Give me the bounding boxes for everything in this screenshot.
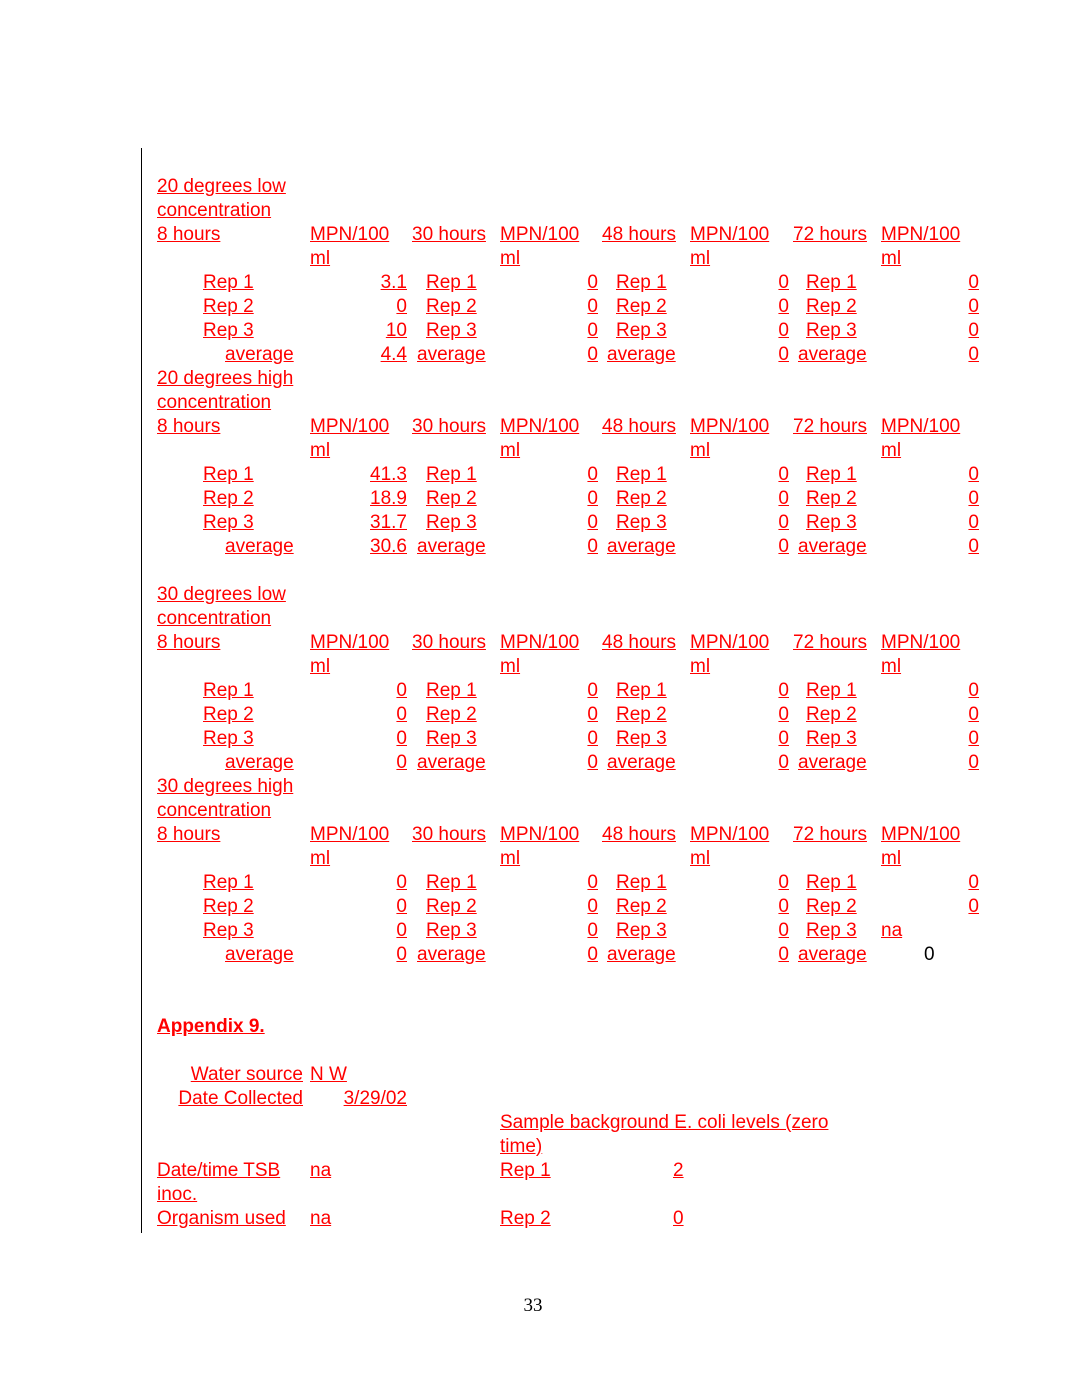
average-label: average — [417, 344, 486, 365]
rep-label: Rep 1 — [426, 464, 477, 485]
rep-label: Rep 2 — [426, 296, 477, 317]
unit-header: MPN/100 — [310, 416, 390, 437]
tsb-label: Date/time TSB — [157, 1160, 281, 1181]
time-header: 72 hours — [793, 224, 867, 245]
mpn-value: 0 — [396, 728, 407, 749]
time-header: 72 hours — [793, 632, 867, 653]
rep-label: Rep 2 — [426, 704, 477, 725]
mpn-value: 0 — [778, 872, 789, 893]
rep-label: Rep 2 — [203, 296, 254, 317]
mpn-value: 0 — [587, 488, 598, 509]
rep-label: Rep 1 — [203, 680, 254, 701]
mpn-value: 0 — [587, 512, 598, 533]
rep-label: Rep 1 — [616, 680, 667, 701]
rep-label: Rep 1 — [426, 680, 477, 701]
mpn-value: 0 — [968, 872, 979, 893]
average-label: average — [798, 536, 867, 557]
unit-header: MPN/100 — [690, 224, 770, 245]
mpn-value: 41.3 — [370, 464, 407, 485]
section-title-line: concentration — [157, 608, 272, 629]
rep-label: Rep 3 — [616, 512, 667, 533]
unit-header: MPN/100 — [500, 632, 580, 653]
rep-label: Rep 3 — [203, 320, 254, 341]
mpn-value: 31.7 — [370, 512, 407, 533]
background-rep-value: 0 — [673, 1208, 684, 1229]
average-label: average — [417, 752, 486, 773]
unit-header: ml — [500, 848, 521, 869]
unit-header: MPN/100 — [310, 224, 390, 245]
average-value: 0 — [968, 752, 979, 773]
background-heading: Sample background E. coli levels (zero — [500, 1112, 829, 1133]
tsb-label: inoc. — [157, 1184, 198, 1205]
rep-label: Rep 2 — [806, 488, 857, 509]
unit-header: ml — [500, 656, 521, 677]
average-value: 0 — [396, 752, 407, 773]
unit-header: MPN/100 — [690, 416, 770, 437]
mpn-value: 0 — [778, 896, 789, 917]
rep-label: Rep 3 — [806, 320, 857, 341]
unit-header: ml — [500, 440, 521, 461]
mpn-value: 0 — [778, 488, 789, 509]
mpn-value: 0 — [968, 704, 979, 725]
mpn-value: 0 — [778, 272, 789, 293]
page-number: 33 — [523, 1295, 543, 1316]
time-header: 30 hours — [412, 224, 486, 245]
time-header: 72 hours — [793, 824, 867, 845]
mpn-value: 10 — [385, 320, 407, 341]
unit-header: ml — [881, 848, 902, 869]
section-title-line: 30 degrees high — [157, 776, 294, 797]
unit-header: ml — [690, 248, 711, 269]
rep-label: Rep 3 — [426, 728, 477, 749]
rep-label: Rep 1 — [426, 872, 477, 893]
mpn-value: 0 — [587, 728, 598, 749]
section-title-line: concentration — [157, 200, 272, 221]
mpn-value: 0 — [968, 488, 979, 509]
average-value: 0 — [924, 944, 935, 965]
unit-header: MPN/100 — [881, 632, 961, 653]
mpn-value: 0 — [968, 680, 979, 701]
mpn-value: 0 — [968, 896, 979, 917]
mpn-value: 0 — [587, 464, 598, 485]
time-header: 8 hours — [157, 416, 221, 437]
rep-label: Rep 1 — [616, 464, 667, 485]
date-collected-value: 3/29/02 — [343, 1088, 407, 1109]
rep-label: Rep 1 — [806, 464, 857, 485]
rep-label: Rep 2 — [806, 296, 857, 317]
unit-header: ml — [310, 848, 331, 869]
mpn-value: 0 — [396, 296, 407, 317]
rep-label: Rep 1 — [616, 272, 667, 293]
average-value: 0 — [778, 752, 789, 773]
average-label: average — [607, 536, 676, 557]
rep-label: Rep 3 — [426, 920, 477, 941]
average-value: 0 — [396, 944, 407, 965]
background-rep-value: 2 — [673, 1160, 684, 1181]
mpn-value: 0 — [968, 320, 979, 341]
unit-header: ml — [690, 440, 711, 461]
unit-header: ml — [310, 440, 331, 461]
water-source-value: N W — [310, 1064, 347, 1085]
unit-header: MPN/100 — [881, 416, 961, 437]
section-title-line: concentration — [157, 392, 272, 413]
mpn-value: 0 — [587, 872, 598, 893]
unit-header: ml — [310, 248, 331, 269]
unit-header: MPN/100 — [500, 416, 580, 437]
section-title-line: concentration — [157, 800, 272, 821]
mpn-value: 0 — [587, 320, 598, 341]
unit-header: MPN/100 — [690, 824, 770, 845]
time-header: 48 hours — [602, 224, 676, 245]
unit-header: MPN/100 — [310, 824, 390, 845]
average-label: average — [798, 344, 867, 365]
water-source-label: Water source — [190, 1064, 303, 1085]
average-label: average — [225, 944, 294, 965]
section-title-line: 20 degrees low — [157, 176, 286, 197]
mpn-value: 0 — [778, 296, 789, 317]
rep-label: Rep 1 — [806, 680, 857, 701]
average-value: 0 — [587, 536, 598, 557]
mpn-value: 0 — [778, 320, 789, 341]
rep-label: Rep 2 — [426, 896, 477, 917]
mpn-value: 0 — [968, 272, 979, 293]
rep-label: Rep 3 — [806, 920, 857, 941]
background-rep-label: Rep 1 — [500, 1160, 551, 1181]
mpn-value: 0 — [587, 920, 598, 941]
average-value: 0 — [587, 944, 598, 965]
average-value: 30.6 — [370, 536, 407, 557]
average-label: average — [417, 944, 486, 965]
mpn-value: 0 — [396, 920, 407, 941]
mpn-value: 0 — [396, 872, 407, 893]
rep-label: Rep 3 — [806, 512, 857, 533]
average-label: average — [607, 944, 676, 965]
average-label: average — [607, 344, 676, 365]
average-label: average — [798, 944, 867, 965]
rep-label: Rep 3 — [203, 728, 254, 749]
mpn-value: 0 — [968, 728, 979, 749]
average-value: 0 — [587, 752, 598, 773]
unit-header: ml — [500, 248, 521, 269]
mpn-value: 0 — [778, 920, 789, 941]
rep-label: Rep 1 — [806, 872, 857, 893]
mpn-value: 0 — [778, 704, 789, 725]
unit-header: MPN/100 — [690, 632, 770, 653]
mpn-value: 0 — [587, 272, 598, 293]
background-rep-label: Rep 2 — [500, 1208, 551, 1229]
time-header: 8 hours — [157, 224, 221, 245]
rep-label: Rep 2 — [203, 488, 254, 509]
average-value: 0 — [778, 944, 789, 965]
mpn-value: 0 — [778, 728, 789, 749]
time-header: 48 hours — [602, 632, 676, 653]
rep-label: Rep 2 — [616, 896, 667, 917]
time-header: 30 hours — [412, 632, 486, 653]
mpn-value: 0 — [968, 296, 979, 317]
unit-header: MPN/100 — [310, 632, 390, 653]
mpn-value: 0 — [587, 296, 598, 317]
average-value: 0 — [778, 536, 789, 557]
rep-label: Rep 2 — [426, 488, 477, 509]
rep-label: Rep 1 — [616, 872, 667, 893]
time-header: 30 hours — [412, 824, 486, 845]
rep-label: Rep 3 — [203, 512, 254, 533]
unit-header: ml — [881, 248, 902, 269]
mpn-value: 0 — [396, 680, 407, 701]
mpn-value: 0 — [778, 464, 789, 485]
mpn-value: 0 — [587, 680, 598, 701]
rep-label: Rep 2 — [203, 704, 254, 725]
mpn-value: 18.9 — [370, 488, 407, 509]
unit-header: MPN/100 — [500, 224, 580, 245]
appendix-title: Appendix 9. — [157, 1016, 265, 1037]
rep-label: Rep 2 — [616, 704, 667, 725]
unit-header: ml — [690, 656, 711, 677]
unit-header: ml — [881, 656, 902, 677]
section-title-line: 20 degrees high — [157, 368, 294, 389]
mpn-value: na — [881, 920, 903, 941]
mpn-value: 0 — [778, 680, 789, 701]
revision-bar — [141, 148, 142, 1233]
date-collected-label: Date Collected — [178, 1088, 303, 1109]
unit-header: ml — [310, 656, 331, 677]
rep-label: Rep 2 — [616, 296, 667, 317]
organism-label: Organism used — [157, 1208, 286, 1229]
rep-label: Rep 1 — [426, 272, 477, 293]
average-value: 0 — [968, 344, 979, 365]
mpn-value: 0 — [587, 704, 598, 725]
organism-value: na — [310, 1208, 332, 1229]
time-header: 72 hours — [793, 416, 867, 437]
rep-label: Rep 3 — [806, 728, 857, 749]
rep-label: Rep 3 — [203, 920, 254, 941]
mpn-value: 0 — [968, 512, 979, 533]
unit-header: MPN/100 — [881, 224, 961, 245]
rep-label: Rep 2 — [203, 896, 254, 917]
time-header: 8 hours — [157, 632, 221, 653]
mpn-value: 0 — [396, 896, 407, 917]
mpn-value: 0 — [396, 704, 407, 725]
unit-header: ml — [690, 848, 711, 869]
average-value: 0 — [778, 344, 789, 365]
tsb-value: na — [310, 1160, 332, 1181]
average-value: 0 — [968, 536, 979, 557]
average-label: average — [225, 536, 294, 557]
rep-label: Rep 2 — [806, 896, 857, 917]
mpn-value: 0 — [968, 464, 979, 485]
section-title-line: 30 degrees low — [157, 584, 286, 605]
rep-label: Rep 3 — [426, 512, 477, 533]
time-header: 30 hours — [412, 416, 486, 437]
rep-label: Rep 3 — [616, 920, 667, 941]
background-heading: time) — [500, 1136, 543, 1157]
rep-label: Rep 1 — [203, 872, 254, 893]
time-header: 48 hours — [602, 824, 676, 845]
average-label: average — [798, 752, 867, 773]
unit-header: ml — [881, 440, 902, 461]
average-label: average — [417, 536, 486, 557]
average-label: average — [225, 752, 294, 773]
unit-header: MPN/100 — [500, 824, 580, 845]
time-header: 8 hours — [157, 824, 221, 845]
mpn-value: 0 — [587, 896, 598, 917]
rep-label: Rep 3 — [616, 320, 667, 341]
rep-label: Rep 2 — [616, 488, 667, 509]
rep-label: Rep 1 — [806, 272, 857, 293]
average-value: 4.4 — [380, 344, 407, 365]
mpn-value: 3.1 — [380, 272, 407, 293]
average-value: 0 — [587, 344, 598, 365]
rep-label: Rep 1 — [203, 272, 254, 293]
rep-label: Rep 3 — [426, 320, 477, 341]
average-label: average — [607, 752, 676, 773]
average-label: average — [225, 344, 294, 365]
mpn-value: 0 — [778, 512, 789, 533]
unit-header: MPN/100 — [881, 824, 961, 845]
rep-label: Rep 2 — [806, 704, 857, 725]
rep-label: Rep 3 — [616, 728, 667, 749]
rep-label: Rep 1 — [203, 464, 254, 485]
time-header: 48 hours — [602, 416, 676, 437]
